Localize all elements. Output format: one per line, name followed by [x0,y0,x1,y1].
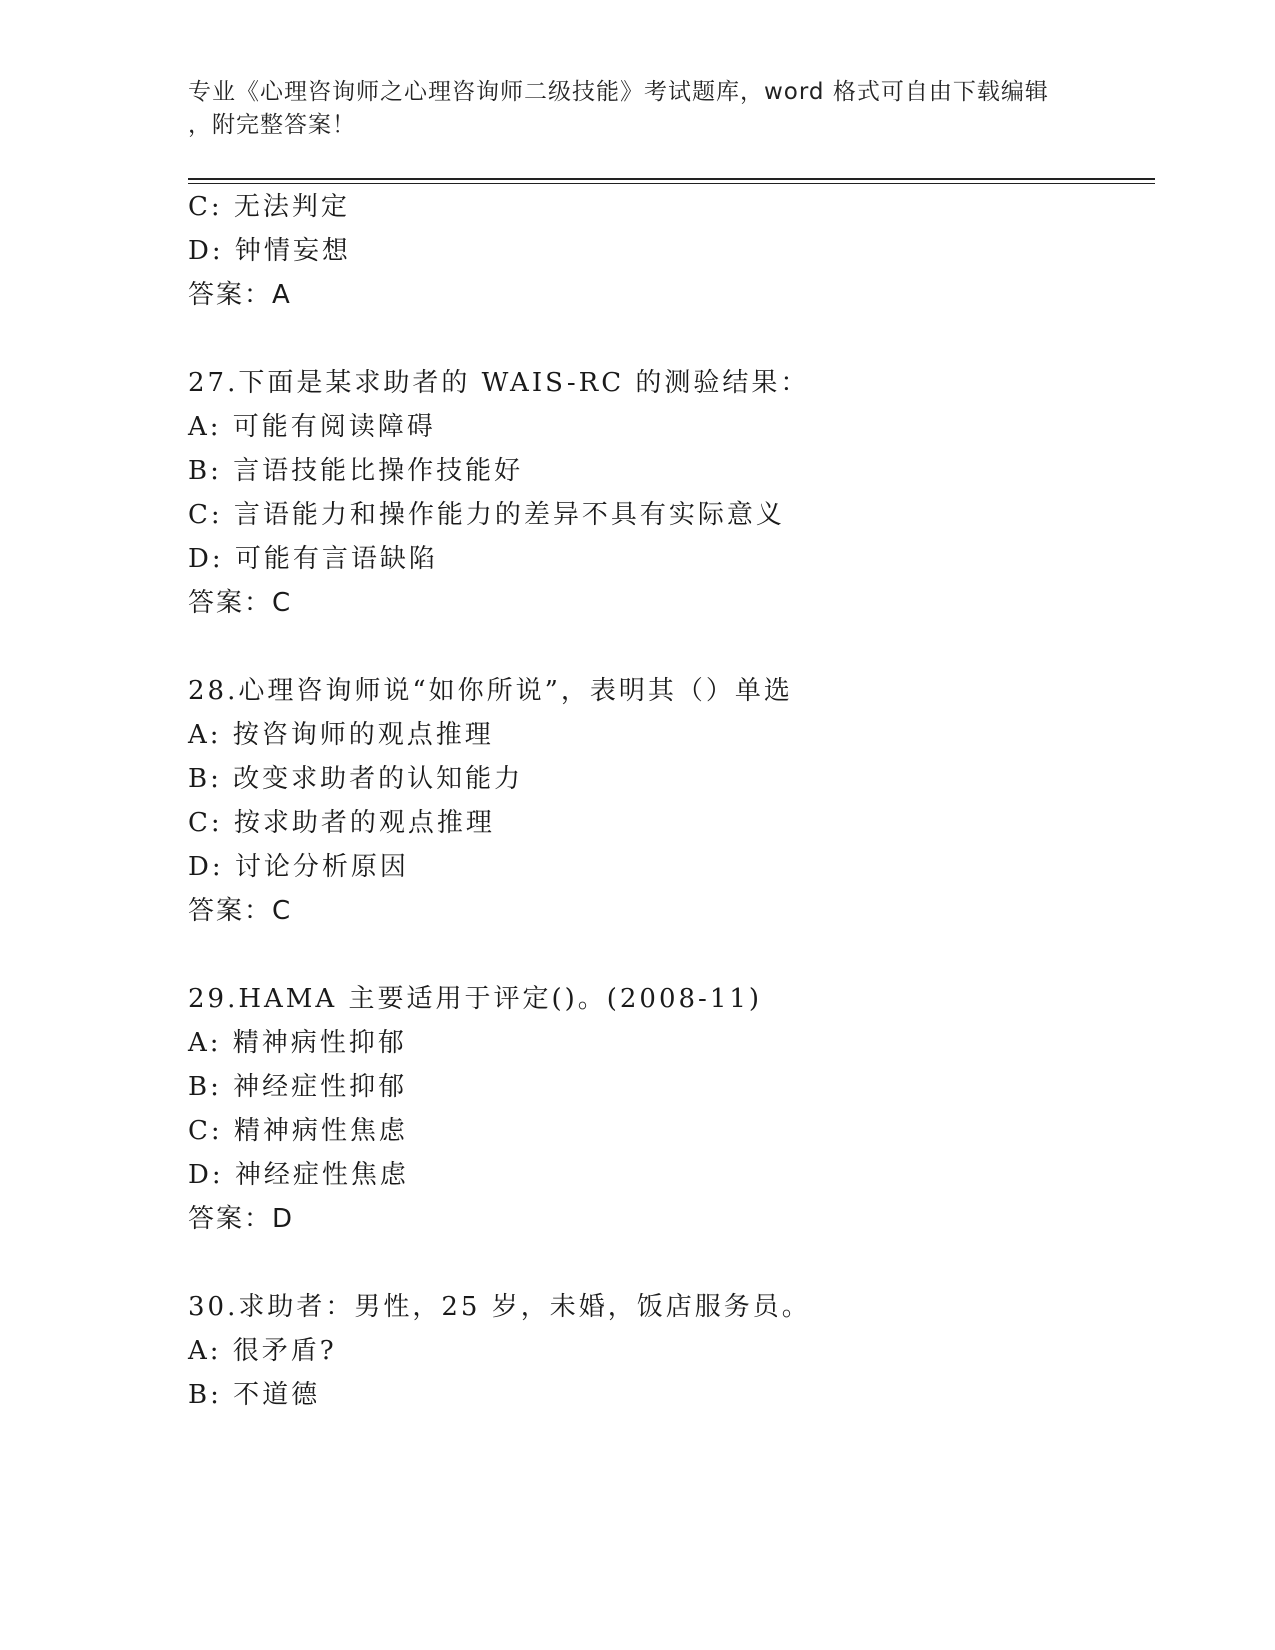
header-divider-thin [188,183,1155,184]
header-line-1: 专业《心理咨询师之心理咨询师二级技能》考试题库，word 格式可自由下载编辑 [188,79,1049,105]
answer-line: 答案：C [188,588,293,618]
answer-line: 答案：A [188,280,292,310]
option-a: A: 按咨询师的观点推理 [188,720,494,750]
option-a: A: 精神病性抑郁 [188,1028,407,1058]
option-a: A: 可能有阅读障碍 [188,412,436,442]
option-b: B: 不道德 [188,1380,321,1410]
option-d: D: 神经症性焦虑 [188,1160,409,1190]
header-line-2: ，附完整答案！ [188,112,356,138]
option-c: C: 无法判定 [188,192,350,222]
option-d: D: 钟情妄想 [188,236,351,266]
option-c: C: 按求助者的观点推理 [188,808,495,838]
question-stem: 30.求助者：男性，25 岁，未婚，饭店服务员。 [188,1292,811,1322]
question-stem: 28.心理咨询师说“如你所说”，表明其（）单选 [188,676,793,706]
option-c: C: 言语能力和操作能力的差异不具有实际意义 [188,500,785,530]
option-b: B: 言语技能比操作技能好 [188,456,524,486]
document-header [188,76,1088,142]
option-b: B: 神经症性抑郁 [188,1072,408,1102]
answer-line: 答案：D [188,1204,295,1234]
header-divider-thick [188,178,1155,180]
answer-line: 答案：C [188,896,293,926]
option-c: C: 精神病性焦虑 [188,1116,408,1146]
option-b: B: 改变求助者的认知能力 [188,764,524,794]
option-d: D: 讨论分析原因 [188,852,409,882]
option-d: D: 可能有言语缺陷 [188,544,438,574]
question-stem: 29.HAMA 主要适用于评定()。(2008-11) [188,984,763,1014]
question-stem: 27.下面是某求助者的 WAIS-RC 的测验结果： [188,368,810,398]
option-a: A: 很矛盾? [188,1336,337,1366]
